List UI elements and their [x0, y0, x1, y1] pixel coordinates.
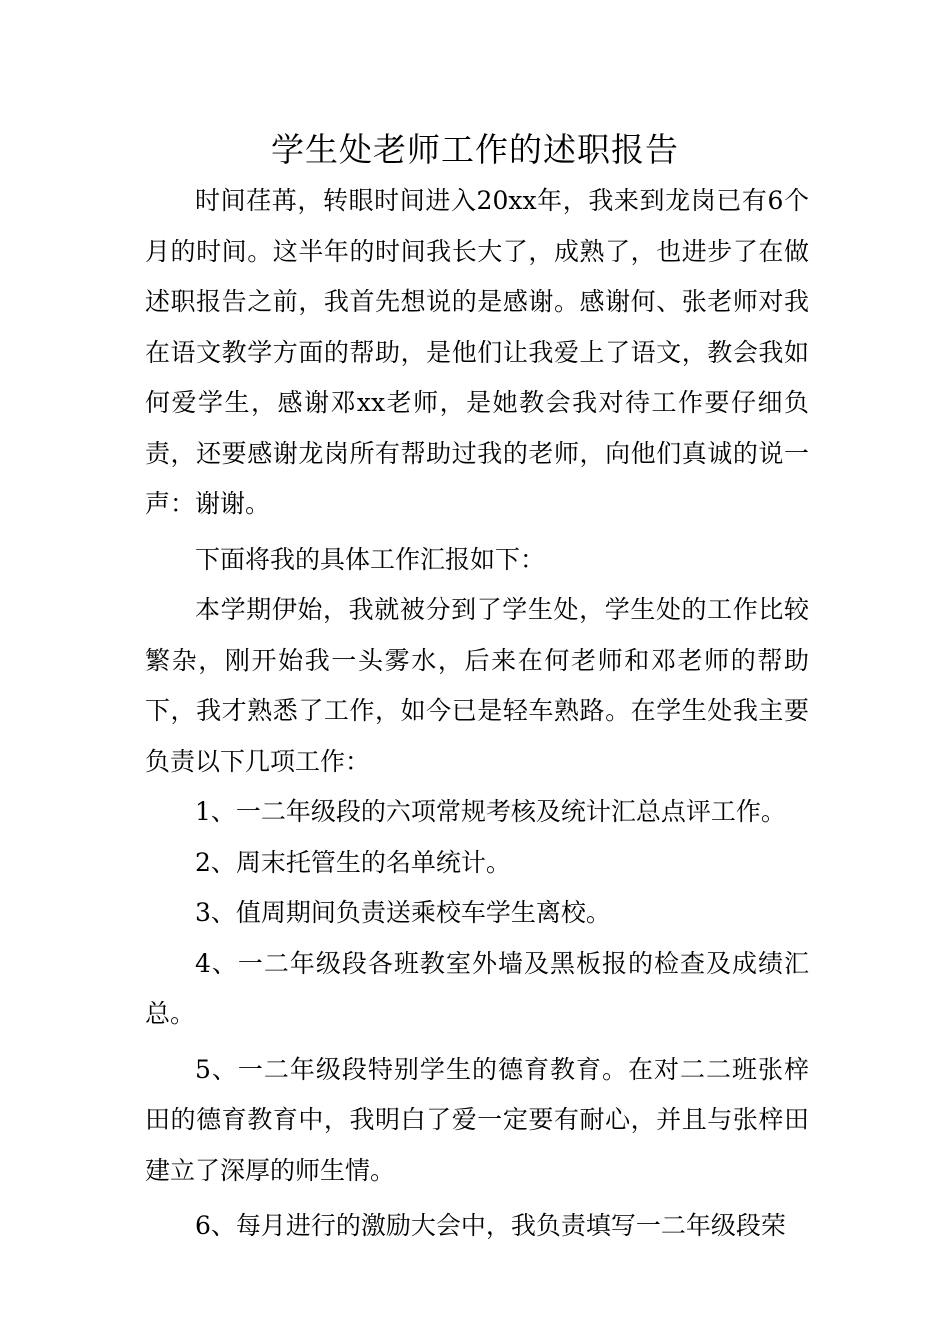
- paragraph-item-5: 5、一二年级段特别学生的德育教育。在对二二班张梓田的德育教育中，我明白了爱一定要有耐心，并且与张梓田建立了深厚的师生情。: [145, 1054, 809, 1185]
- document-body: [145, 176, 809, 1252]
- paragraph-item-6: 6、每月进行的激励大会中，我负责填写一二年级段荣: [195, 1211, 786, 1240]
- paragraph-semester: 本学期伊始，我就被分到了学生处，学生处的工作比较繁杂，刚开始我一头雾水，后来在何老师和邓老师的帮助下，我才熟悉了工作，如今已是轻车熟路。在学生处我主要负责以下几项工作：: [145, 595, 809, 776]
- document-title: 学生处老师工作的述职报告: [271, 130, 679, 169]
- paragraph-report-lead: 下面将我的具体工作汇报如下：: [195, 544, 546, 574]
- paragraph-item-4: 4、一二年级段各班教室外墙及黑板报的检查及成绩汇总。: [145, 948, 809, 1028]
- paragraph-intro: 时间荏苒，转眼时间进入20xx年，我来到龙岗已有6个月的时间。这半年的时间我长大了，成熟了，也进步了在做述职报告之前，我首先想说的是感谢。感谢何、张老师对我在语文教学方面的帮助，是他们让我爱上了语文，教会我如何爱学生，感谢邓xx老师，是她教会我对待工作要仔细负责，还要感谢龙岗所有帮助过我的老师，向他们真诚的说一声：谢谢。: [145, 186, 809, 518]
- paragraph-item-2: 2、周末托管生的名单统计。: [195, 847, 511, 877]
- paragraph-item-3: 3、值周期间负责送乘校车学生离校。: [195, 898, 611, 927]
- paragraph-item-1: 1、一二年级段的六项常规考核及统计汇总点评工作。: [195, 797, 786, 826]
